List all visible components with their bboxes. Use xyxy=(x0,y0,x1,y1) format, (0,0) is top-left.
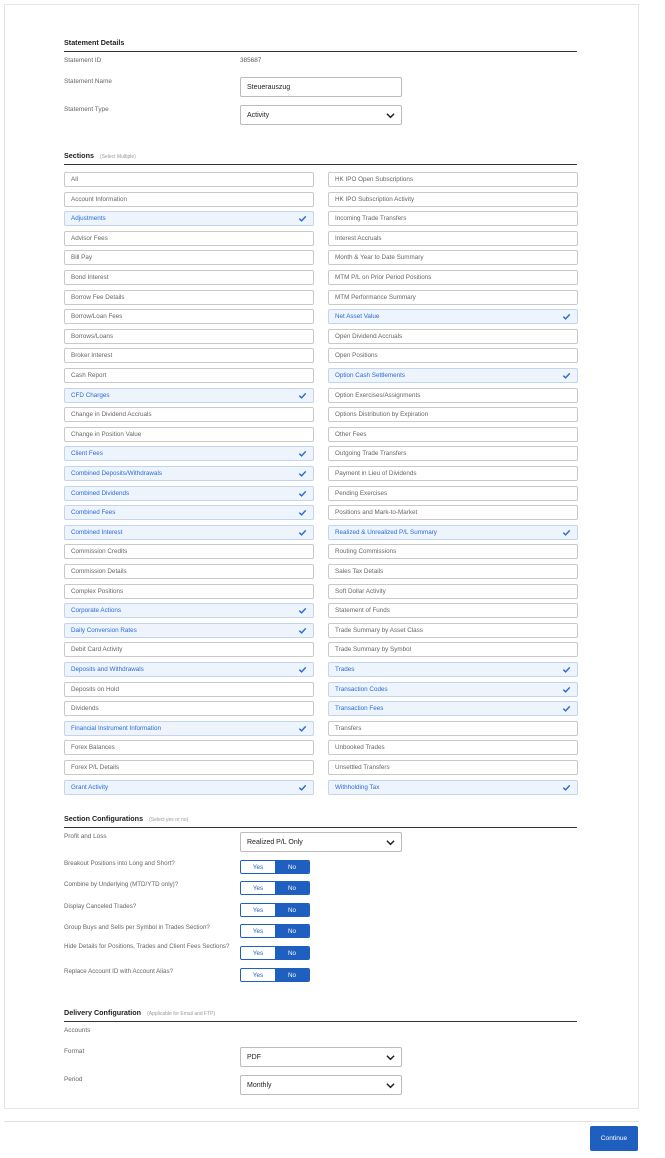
section-option-label: Account Information xyxy=(71,195,128,203)
checkmark-icon xyxy=(298,391,307,400)
section-option-label: Combined Deposits/Withdrawals xyxy=(71,470,162,477)
section-option-label: Commission Credits xyxy=(71,548,128,556)
section-option-label: Daily Conversion Rates xyxy=(71,626,137,634)
toggle-no-button[interactable]: No xyxy=(275,947,309,959)
section-option-label: Transaction Codes xyxy=(335,685,388,693)
profit-loss-select[interactable] xyxy=(240,832,402,852)
section-option[interactable] xyxy=(328,603,578,618)
statement-type-value: Activity xyxy=(247,111,270,119)
chevron-down-icon xyxy=(386,111,395,120)
section-option[interactable] xyxy=(328,505,578,520)
section-option-label: Incoming Trade Transfers xyxy=(335,215,407,223)
section-option[interactable] xyxy=(64,250,314,265)
checkmark-icon xyxy=(562,685,571,694)
section-option[interactable] xyxy=(64,348,314,363)
section-option[interactable] xyxy=(64,740,314,755)
chevron-down-icon xyxy=(386,1053,395,1062)
continue-button[interactable]: Continue xyxy=(590,1126,638,1151)
section-option-label: Withholding Tax xyxy=(335,783,380,791)
chevron-down-icon xyxy=(386,1081,395,1090)
section-option[interactable] xyxy=(64,642,314,657)
section-config-heading xyxy=(64,814,577,828)
section-option[interactable] xyxy=(64,486,314,501)
profit-loss-label: Profit and Loss xyxy=(64,833,107,840)
checkmark-icon xyxy=(562,528,571,537)
toggle-label: Breakout Positions into Long and Short? xyxy=(64,860,175,867)
section-option-label: Change in Dividend Accruals xyxy=(71,411,152,419)
section-option-label: Borrow/Loan Fees xyxy=(71,313,123,321)
section-option[interactable] xyxy=(328,701,578,716)
section-option-label: Trade Summary by Asset Class xyxy=(335,626,423,634)
format-label: Format xyxy=(64,1048,85,1055)
statement-id-label: Statement ID xyxy=(64,57,102,64)
section-option-label: Unsettled Transfers xyxy=(335,764,390,771)
toggle-yes-button[interactable]: Yes xyxy=(241,861,275,873)
section-option-label: Borrow Fee Details xyxy=(71,293,125,301)
section-option-label: Open Positions xyxy=(335,352,378,360)
section-option-label: Transfers xyxy=(335,724,362,732)
section-option-label: Broker Interest xyxy=(71,352,113,360)
toggle-yes-button[interactable]: Yes xyxy=(241,947,275,959)
section-option-label: Cash Report xyxy=(71,372,107,379)
delivery-heading xyxy=(64,1008,577,1022)
yes-no-toggle xyxy=(240,903,310,917)
section-option-label: Deposits and Withdrawals xyxy=(71,666,144,673)
checkmark-icon xyxy=(298,528,307,537)
checkmark-icon xyxy=(562,312,571,321)
section-option-label: CFD Charges xyxy=(71,391,110,399)
section-option[interactable] xyxy=(64,701,314,716)
section-option[interactable] xyxy=(328,231,578,246)
section-option-label: Payment in Lieu of Dividends xyxy=(335,470,417,477)
period-label: Period xyxy=(64,1076,83,1083)
section-option[interactable] xyxy=(328,486,578,501)
period-select[interactable] xyxy=(240,1075,402,1095)
yes-no-toggle xyxy=(240,924,310,938)
section-option-label: Financial Instrument Information xyxy=(71,724,161,732)
section-option[interactable] xyxy=(64,682,314,697)
format-select[interactable] xyxy=(240,1047,402,1067)
statement-details-heading xyxy=(64,38,577,52)
toggle-yes-button[interactable]: Yes xyxy=(241,904,275,916)
section-option[interactable] xyxy=(64,466,314,481)
section-option-label: Dividends xyxy=(71,705,99,713)
section-option-label: Borrows/Loans xyxy=(71,332,113,340)
section-option-label: Advisor Fees xyxy=(71,234,108,242)
statement-type-label: Statement Type xyxy=(64,106,109,113)
section-option[interactable] xyxy=(64,564,314,579)
section-option[interactable] xyxy=(328,427,578,442)
section-option[interactable] xyxy=(64,231,314,246)
section-option-label: MTM P/L on Prior Period Positions xyxy=(335,274,432,281)
section-option-label: Routing Commissions xyxy=(335,548,397,556)
section-option-label: Commission Details xyxy=(71,568,127,575)
section-option-label: Grant Activity xyxy=(71,783,109,791)
section-option[interactable] xyxy=(64,525,314,540)
section-option[interactable] xyxy=(64,270,314,285)
toggle-label: Replace Account ID with Account Alias? xyxy=(64,968,174,975)
section-option-label: HK IPO Subscription Activity xyxy=(335,195,415,203)
section-option-label: Combined Fees xyxy=(71,509,116,517)
section-option-label: Bill Pay xyxy=(71,254,92,262)
section-option[interactable] xyxy=(328,388,578,403)
section-option-label: Sales Tax Details xyxy=(335,568,384,575)
section-option[interactable] xyxy=(64,584,314,599)
section-option[interactable] xyxy=(328,329,578,344)
section-option-label: Trades xyxy=(335,666,355,673)
checkmark-icon xyxy=(298,508,307,517)
section-option[interactable] xyxy=(64,662,314,677)
section-option[interactable] xyxy=(328,780,578,795)
section-option-label: Outgoing Trade Transfers xyxy=(335,450,407,458)
section-option[interactable] xyxy=(328,446,578,461)
section-option[interactable] xyxy=(328,466,578,481)
statement-name-input[interactable] xyxy=(240,77,402,97)
toggle-no-button[interactable]: No xyxy=(275,969,309,981)
section-option[interactable] xyxy=(328,525,578,540)
statement-details-title: Statement Details xyxy=(64,38,125,47)
section-option[interactable] xyxy=(328,348,578,363)
section-option[interactable] xyxy=(64,172,314,187)
toggle-label: Display Canceled Trades? xyxy=(64,903,137,910)
statement-id-value: 385687 xyxy=(240,57,262,64)
toggle-yes-button[interactable]: Yes xyxy=(241,925,275,937)
section-option-label: Complex Positions xyxy=(71,587,124,595)
section-option-label: Month & Year to Date Summary xyxy=(335,254,424,262)
section-option[interactable] xyxy=(64,407,314,422)
section-option[interactable] xyxy=(328,250,578,265)
section-option-label: Options Distribution by Expiration xyxy=(335,411,429,419)
section-option-label: Net Asset Value xyxy=(335,313,380,321)
statement-name-value: Steuerauszug xyxy=(247,83,291,91)
section-option[interactable] xyxy=(64,427,314,442)
period-value: Monthly xyxy=(247,1081,272,1089)
section-option[interactable] xyxy=(328,270,578,285)
checkmark-icon xyxy=(298,489,307,498)
toggle-no-button[interactable]: No xyxy=(275,861,309,873)
section-option-label: Combined Interest xyxy=(71,528,123,536)
accounts-label: Accounts xyxy=(64,1027,91,1034)
section-option-label: Realized & Unrealized P/L Summary xyxy=(335,528,437,536)
section-option[interactable] xyxy=(328,290,578,305)
section-option[interactable] xyxy=(64,544,314,559)
yes-no-toggle xyxy=(240,881,310,895)
section-config-hint: (Select yes or no) xyxy=(149,817,189,823)
section-option-label: Forex P/L Details xyxy=(71,764,120,771)
yes-no-toggle xyxy=(240,968,310,982)
section-option[interactable] xyxy=(328,662,578,677)
section-option-label: Deposits on Hold xyxy=(71,685,119,693)
section-option-label: Option Cash Settlements xyxy=(335,372,406,379)
delivery-hint: (Applicable for Email and FTP) xyxy=(147,1011,216,1017)
section-option[interactable] xyxy=(64,623,314,638)
section-option-label: Pending Exercises xyxy=(335,489,388,497)
sections-heading xyxy=(64,151,577,165)
section-option[interactable] xyxy=(64,760,314,775)
toggle-label: Group Buys and Sells per Symbol in Trades Section? xyxy=(64,924,210,931)
section-option-label: Statement of Funds xyxy=(335,607,390,615)
section-option[interactable] xyxy=(328,740,578,755)
profit-loss-value: Realized P/L Only xyxy=(247,838,303,846)
section-option[interactable] xyxy=(328,721,578,736)
section-option[interactable] xyxy=(64,368,314,383)
section-option[interactable] xyxy=(64,329,314,344)
section-option-label: Option Exercises/Assignments xyxy=(335,391,421,399)
section-option[interactable] xyxy=(328,623,578,638)
section-option-label: Change in Position Value xyxy=(71,430,142,438)
statement-name-label: Statement Name xyxy=(64,78,112,85)
section-option[interactable] xyxy=(64,211,314,226)
section-option-label: Soft Dollar Activity xyxy=(335,587,386,595)
checkmark-icon xyxy=(298,214,307,223)
chevron-down-icon xyxy=(386,838,395,847)
section-option-label: HK IPO Open Subscriptions xyxy=(335,176,414,183)
yes-no-toggle xyxy=(240,860,310,874)
checkmark-icon xyxy=(562,783,571,792)
section-option[interactable] xyxy=(64,446,314,461)
checkmark-icon xyxy=(298,606,307,615)
checkmark-icon xyxy=(562,371,571,380)
checkmark-icon xyxy=(298,724,307,733)
section-option[interactable] xyxy=(328,682,578,697)
toggle-label: Hide Details for Positions, Trades and Client Fees Sections? xyxy=(64,943,230,950)
section-option-label: Interest Accruals xyxy=(335,234,382,242)
section-option[interactable] xyxy=(64,721,314,736)
section-option[interactable] xyxy=(64,290,314,305)
toggle-yes-button[interactable]: Yes xyxy=(241,969,275,981)
section-option-label: Other Fees xyxy=(335,430,367,438)
section-option-label: Adjustments xyxy=(71,215,106,223)
checkmark-icon xyxy=(298,449,307,458)
toggle-no-button[interactable]: No xyxy=(275,925,309,937)
toggle-no-button[interactable]: No xyxy=(275,882,309,894)
section-option[interactable] xyxy=(328,368,578,383)
section-option-label: Client Fees xyxy=(71,450,103,458)
section-option[interactable] xyxy=(64,780,314,795)
section-option-label: Forex Balances xyxy=(71,744,115,752)
section-option[interactable] xyxy=(64,309,314,324)
delivery-title: Delivery Configuration xyxy=(64,1008,142,1017)
checkmark-icon xyxy=(562,704,571,713)
checkmark-icon xyxy=(298,469,307,478)
section-option[interactable] xyxy=(64,505,314,520)
section-option-label: Unbooked Trades xyxy=(335,744,385,752)
checkmark-icon xyxy=(298,783,307,792)
checkmark-icon xyxy=(562,665,571,674)
section-option[interactable] xyxy=(328,309,578,324)
section-option[interactable] xyxy=(328,211,578,226)
section-option[interactable] xyxy=(328,407,578,422)
section-option-label: Trade Summary by Symbol xyxy=(335,646,412,654)
checkmark-icon xyxy=(298,665,307,674)
yes-no-toggle xyxy=(240,946,310,960)
section-option[interactable] xyxy=(328,584,578,599)
section-option-label: Corporate Actions xyxy=(71,607,122,615)
section-option[interactable] xyxy=(64,603,314,618)
section-option[interactable] xyxy=(328,192,578,207)
section-option-label: Bond Interest xyxy=(71,274,109,281)
section-option-label: Debit Card Activity xyxy=(71,646,123,654)
section-option[interactable] xyxy=(328,760,578,775)
sections-title: Sections xyxy=(64,151,94,160)
section-option-label: Combined Dividends xyxy=(71,489,130,497)
section-option-label: All xyxy=(71,176,78,183)
section-option-label: Positions and Mark-to-Market xyxy=(335,509,418,517)
footer-divider xyxy=(4,1121,639,1122)
section-option-label: MTM Performance Summary xyxy=(335,293,416,301)
section-option[interactable] xyxy=(328,564,578,579)
format-value: PDF xyxy=(247,1053,261,1061)
toggle-no-button[interactable]: No xyxy=(275,904,309,916)
section-config-title: Section Configurations xyxy=(64,814,144,823)
section-option[interactable] xyxy=(64,388,314,403)
section-option-label: Transaction Fees xyxy=(335,705,384,713)
checkmark-icon xyxy=(298,626,307,635)
section-option[interactable] xyxy=(328,642,578,657)
toggle-yes-button[interactable]: Yes xyxy=(241,882,275,894)
statement-type-select[interactable] xyxy=(240,105,402,125)
toggle-label: Combine by Underlying (MTD/YTD only)? xyxy=(64,881,179,888)
sections-hint: (Select Multiple) xyxy=(99,154,136,160)
section-option[interactable] xyxy=(328,172,578,187)
section-option[interactable] xyxy=(64,192,314,207)
section-option-label: Open Dividend Accruals xyxy=(335,332,403,340)
section-option[interactable] xyxy=(328,544,578,559)
